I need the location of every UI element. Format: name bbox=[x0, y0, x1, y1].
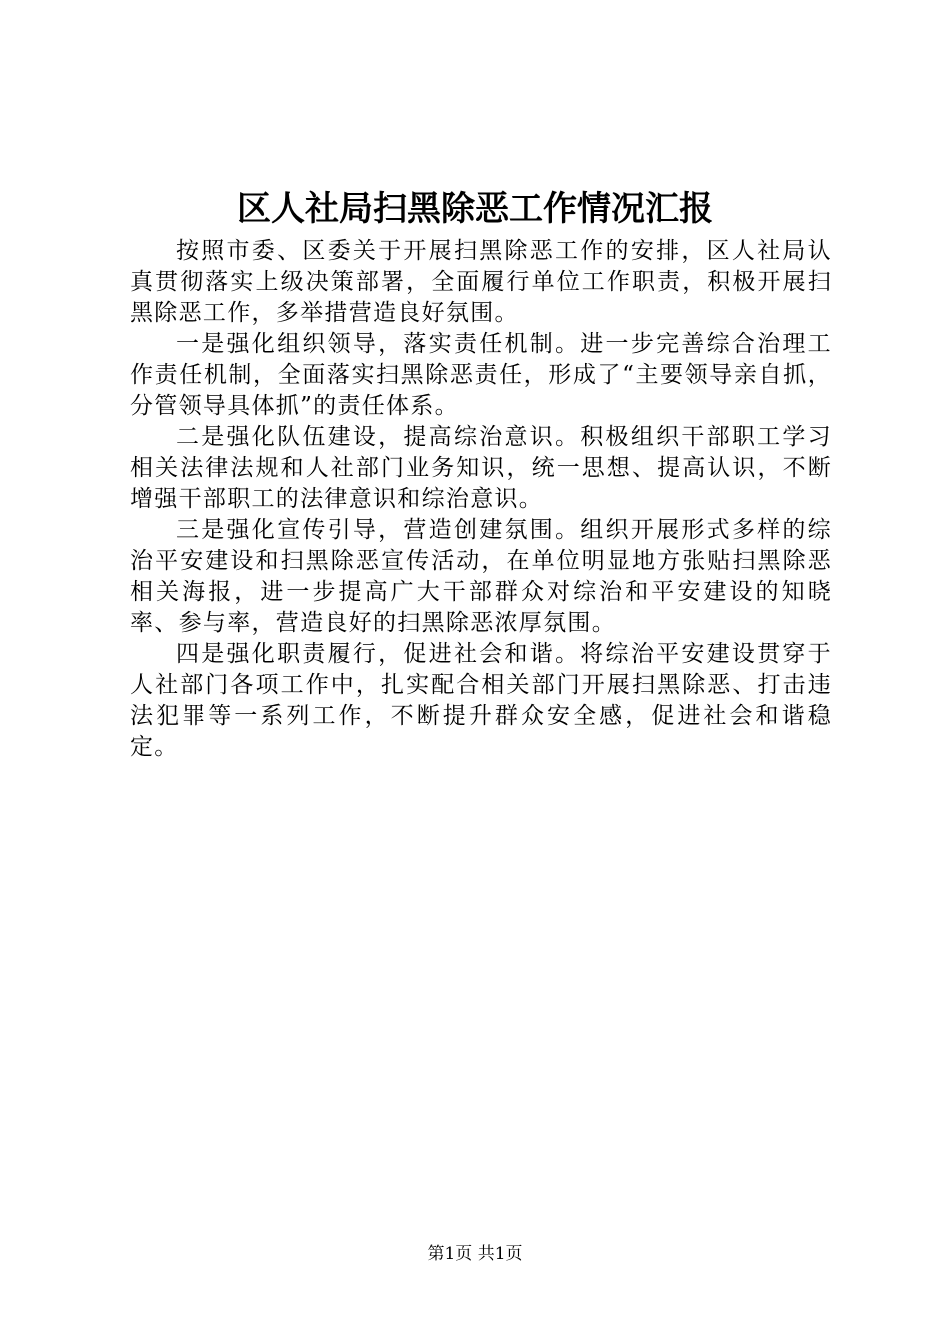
document-title: 区人社局扫黑除恶工作情况汇报 bbox=[237, 189, 713, 229]
paragraph-publicity: 三是强化宣传引导，营造创建氛围。组织开展形式多样的综治平安建设和扫黑除恶宣传活动，在单位明显地方张贴扫黑除恶相关海报，进一步提高广大干部群众对综治和平安建设的知晓率、参与率，营造良好的扫黑除恶浓厚氛围。 bbox=[130, 517, 832, 636]
paragraph-team-building: 二是强化队伍建设，提高综治意识。积极组织干部职工学习相关法律法规和人社部门业务知识，统一思想、提高认识，不断增强干部职工的法律意识和综治意识。 bbox=[130, 424, 832, 512]
page-footer: 第1页 共1页 bbox=[427, 1244, 523, 1264]
paragraph-intro: 按照市委、区委关于开展扫黑除恶工作的安排，区人社局认真贯彻落实上级决策部署，全面履行单位工作职责，积极开展扫黑除恶工作，多举措营造良好氛围。 bbox=[130, 238, 832, 326]
paragraph-organization: 一是强化组织领导，落实责任机制。进一步完善综合治理工作责任机制，全面落实扫黑除恶责任，形成了“主要领导亲自抓，分管领导具体抓”的责任体系。 bbox=[130, 331, 832, 419]
document-body bbox=[130, 236, 832, 763]
paragraph-duties: 四是强化职责履行，促进社会和谐。将综治平安建设贯穿于人社部门各项工作中，扎实配合相关部门开展扫黑除恶、打击违法犯罪等一系列工作，不断提升群众安全感，促进社会和谐稳定。 bbox=[130, 641, 832, 760]
